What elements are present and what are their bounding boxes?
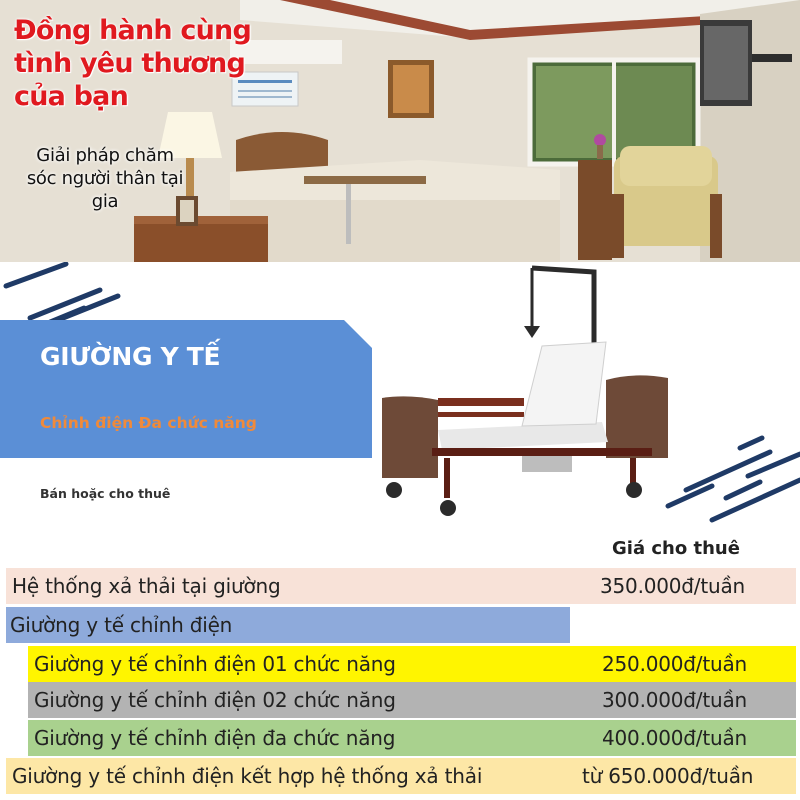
row-price: 250.000đ/tuần (602, 652, 747, 676)
row-price: 300.000đ/tuần (602, 688, 747, 712)
row-label: Giường y tế chỉnh điện 01 chức năng (34, 652, 396, 676)
row-price: 400.000đ/tuần (602, 726, 747, 750)
hero-banner (0, 0, 800, 262)
row-price: 350.000đ/tuần (600, 574, 745, 598)
hero-subtitle: Giải pháp chăm sóc người thân tại gia (26, 145, 184, 212)
price-row-electric-multi-function (28, 720, 796, 756)
price-row-waste-system (6, 568, 796, 604)
sale-note: Bán hoặc cho thuê (40, 486, 171, 501)
price-row-electric-1-function (28, 646, 796, 682)
row-label: Giường y tế chỉnh điện kết hợp hệ thống xả thải (12, 764, 483, 788)
price-column-header: Giá cho thuê (612, 538, 740, 559)
row-label: Giường y tế chỉnh điện (10, 613, 233, 637)
price-row-electric-with-waste (6, 758, 796, 794)
medical-bed-image (372, 262, 672, 522)
product-subtitle: Chỉnh điện Đa chức năng (40, 414, 257, 432)
price-row-electric-bed-group (6, 607, 570, 643)
row-label: Giường y tế chỉnh điện 02 chức năng (34, 688, 396, 712)
row-price: từ 650.000đ/tuần (582, 764, 754, 788)
row-label: Hệ thống xả thải tại giường (12, 574, 281, 598)
product-panel (0, 320, 372, 458)
product-title: GIƯỜNG Y TẾ (40, 342, 221, 371)
hero-headline: Đồng hành cùng tình yêu thương của bạn (14, 15, 251, 112)
price-row-electric-2-function (28, 682, 796, 718)
row-label: Giường y tế chỉnh điện đa chức năng (34, 726, 396, 750)
